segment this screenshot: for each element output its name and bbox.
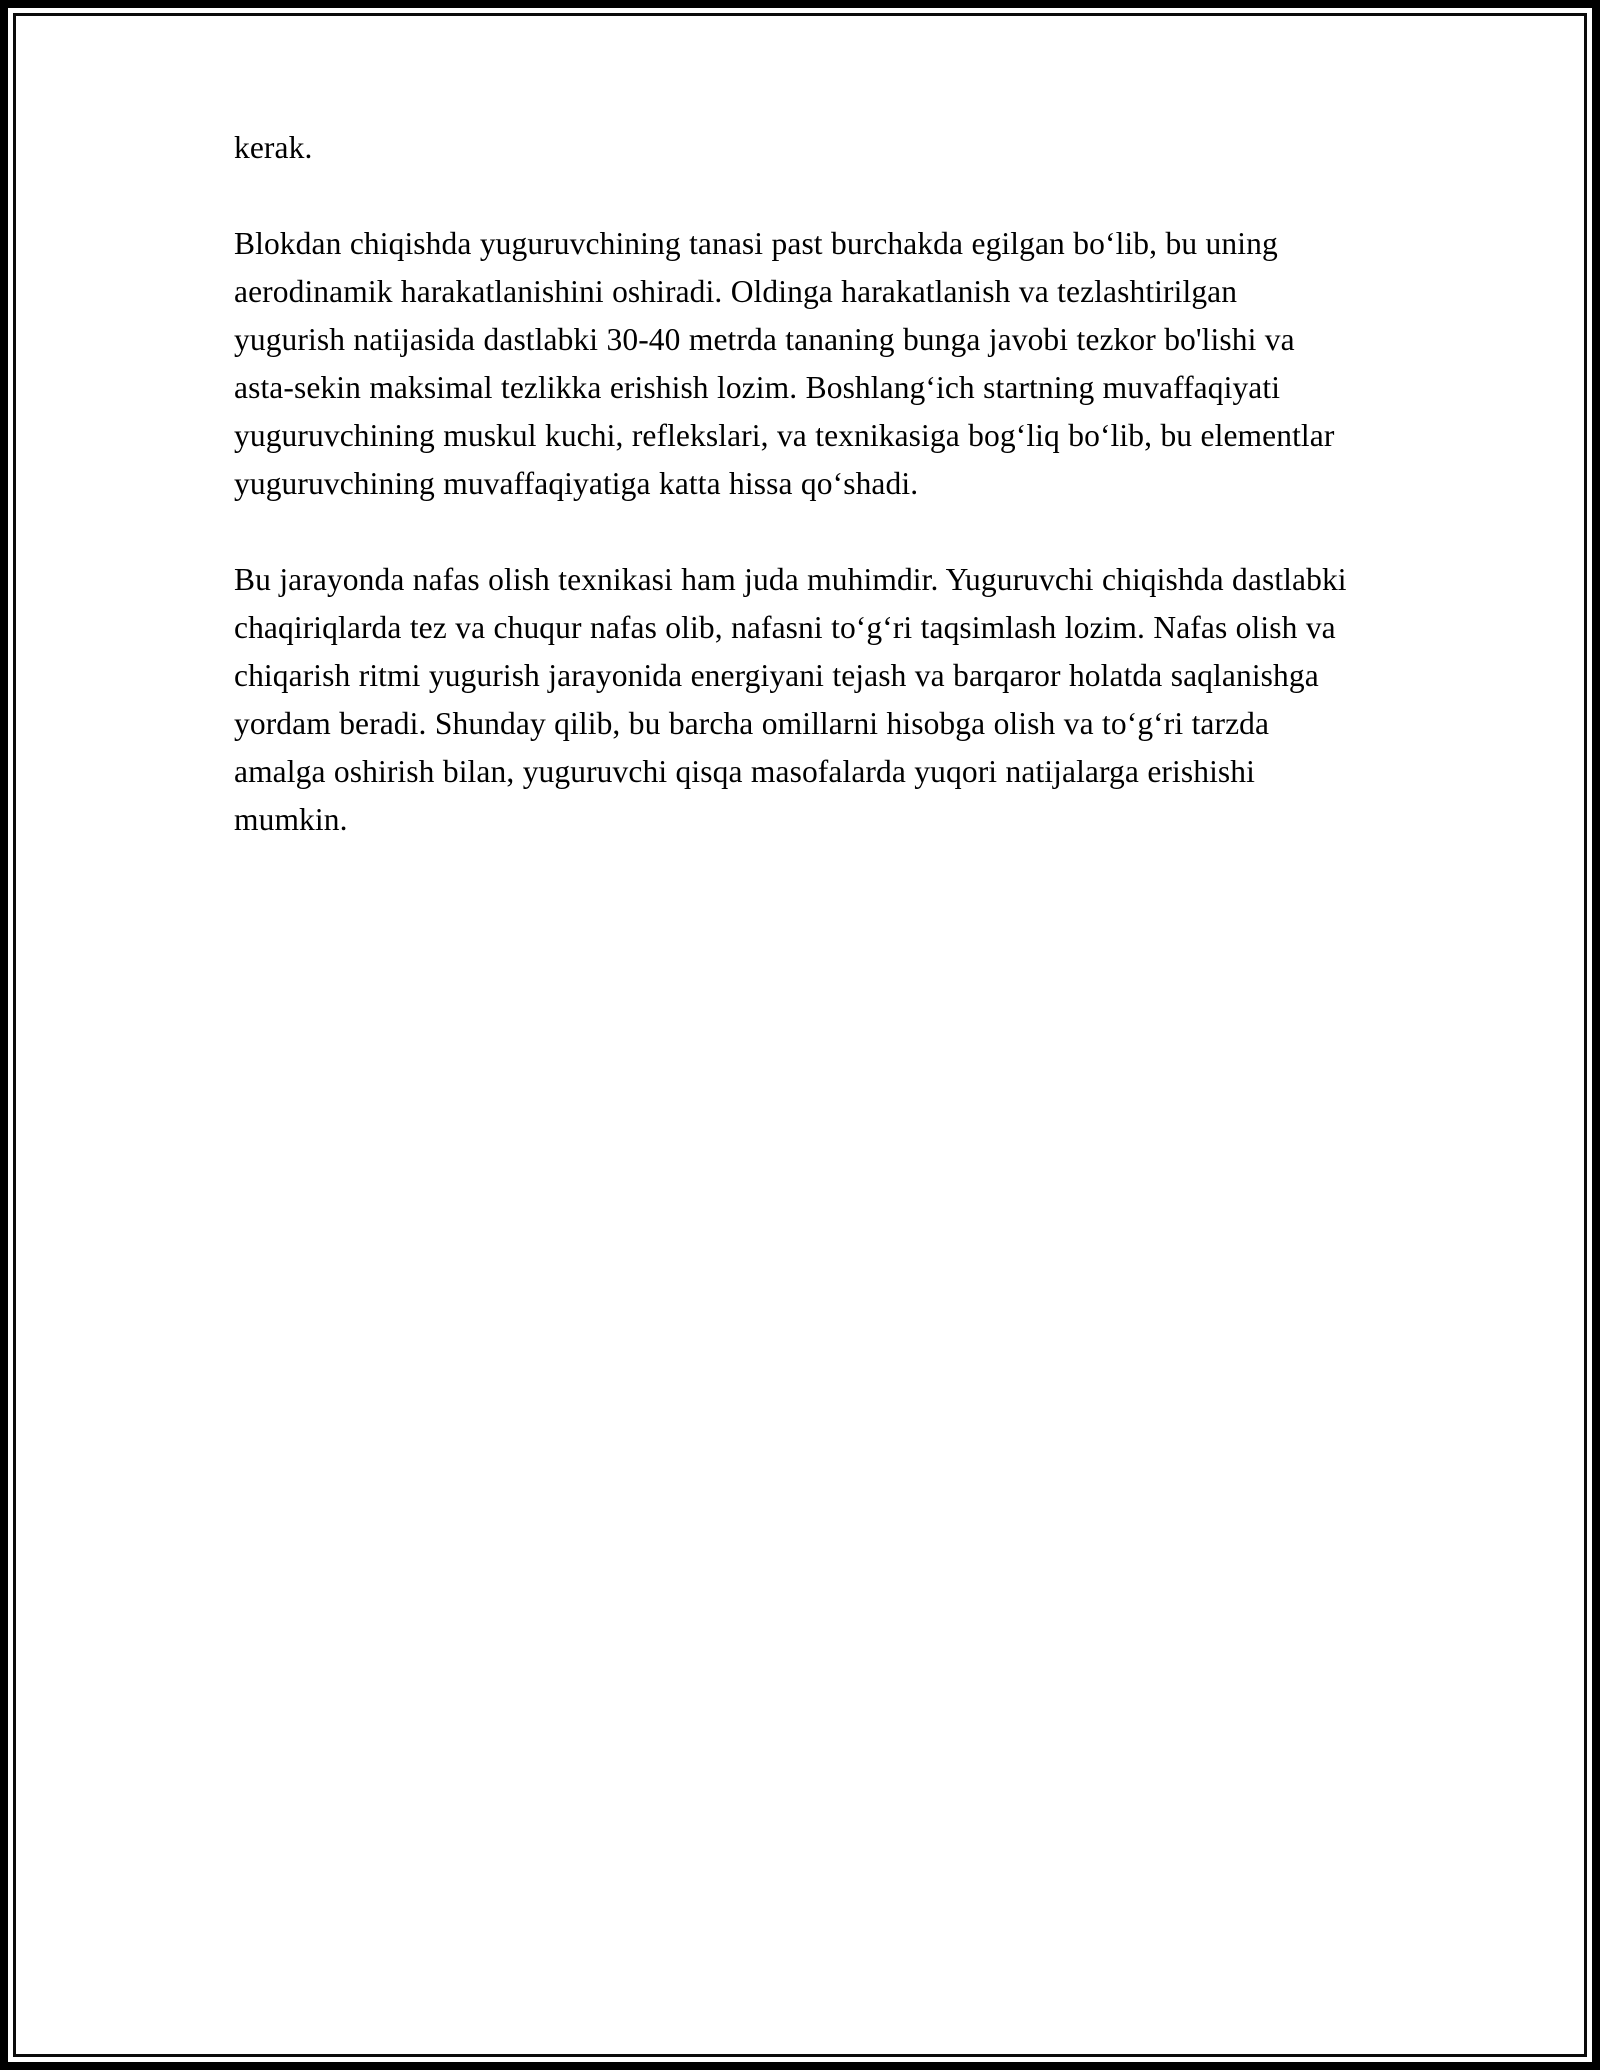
page-text-body [234,124,1356,844]
continuation-line: kerak. [234,130,313,165]
body-paragraph-2: Bu jarayonda nafas olish texnikasi ham juda muhimdir. Yuguruvchi chiqishda dastlabki chaqiriqlarda tez va chuqur nafas olib, nafasni toʻgʻri taqsimlash lozim. Nafas olish va chiqarish ritmi yugurish jarayonida energiyani tejash va barqaror holatda saqlanishga yordam beradi. Shunday qilib, bu barcha omillarni hisobga olish va toʻgʻri tarzda amalga oshirish bilan, yuguruvchi qisqa masofalarda yuqori natijalarga erishishi mumkin. [234,562,1356,837]
body-paragraph-1: Blokdan chiqishda yuguruvchining tanasi past burchakda egilgan boʻlib, bu uning aerodinamik harakatlanishini oshiradi. Oldinga harakatlanish va tezlashtirilgan yugurish natijasida dastlabki 30-40 metrda tananing bunga javobi tezkor bo'lishi va asta-sekin maksimal tezlikka erishish lozim. Boshlangʻich startning muvaffaqiyati yuguruvchining muskul kuchi, reflekslari, va texnikasiga bogʻliq boʻlib, bu elementlar yuguruvchining muvaffaqiyatiga katta hissa qoʻshadi. [234,226,1343,501]
